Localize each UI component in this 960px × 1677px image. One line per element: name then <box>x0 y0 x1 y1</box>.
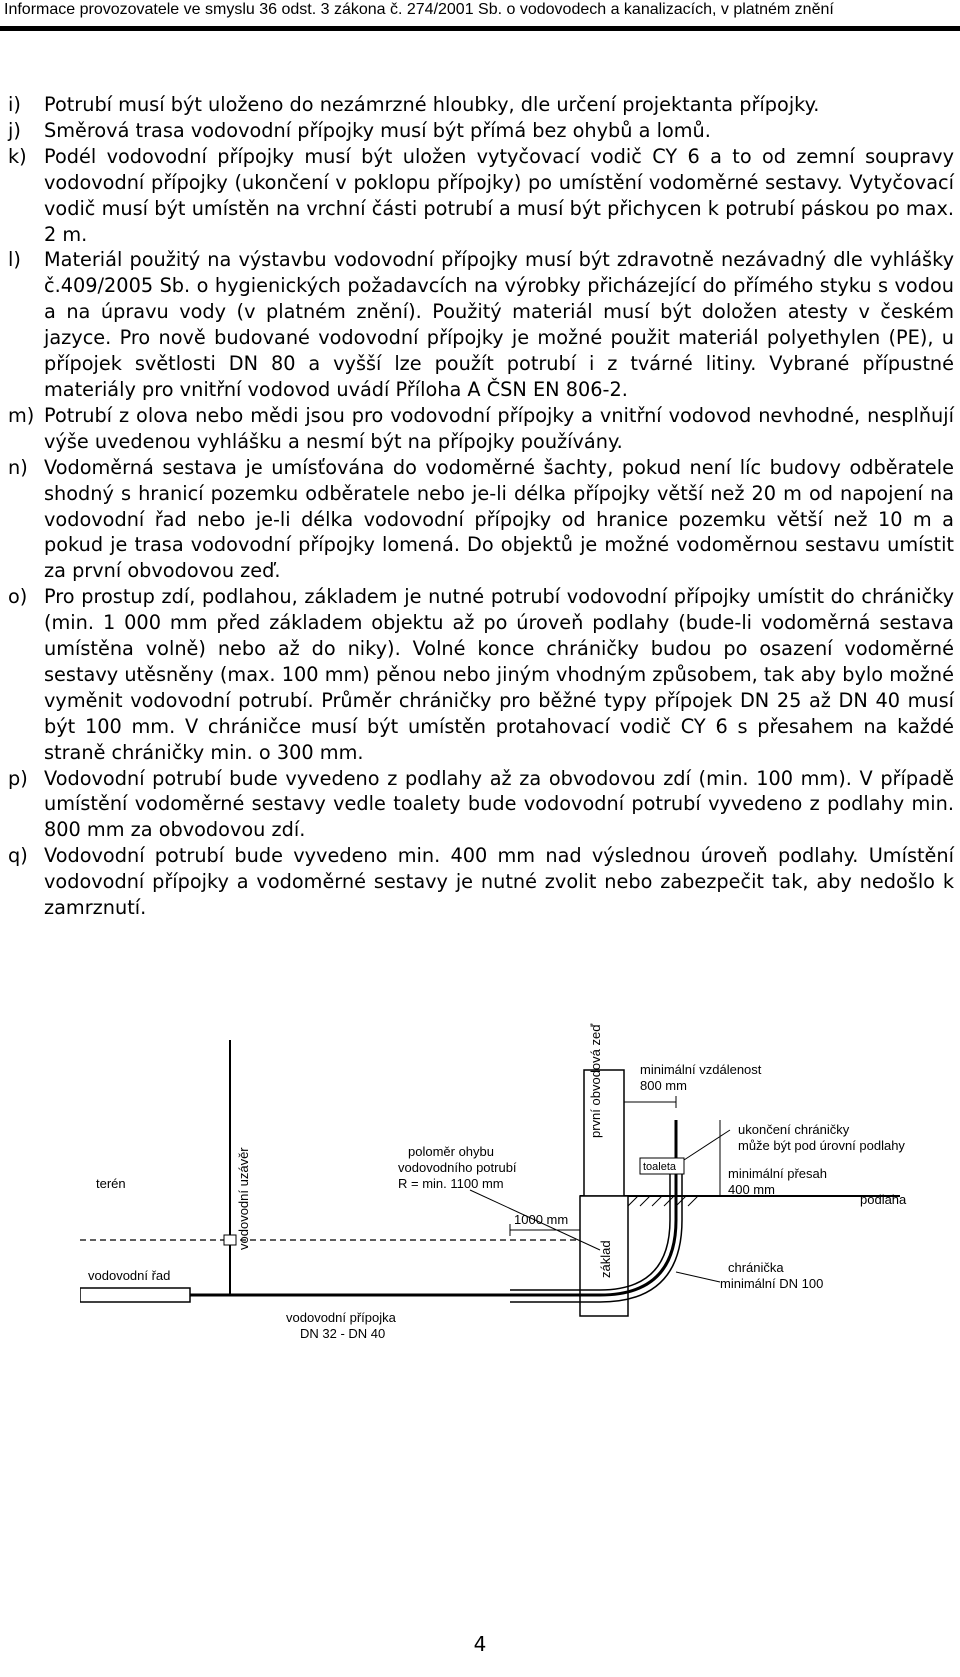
list-item <box>8 766 954 844</box>
list-item <box>8 403 954 455</box>
toilet-label: toaleta <box>643 1161 677 1173</box>
item-label: o) <box>8 585 28 609</box>
item-label: m) <box>8 403 35 427</box>
item-text: Potrubí musí být uloženo do nezámrzné hloubky, dle určení projektanta přípojky. <box>44 93 820 116</box>
overlap-value: 400 mm <box>728 1182 775 1197</box>
list-item <box>8 92 954 118</box>
bend-radius-label-2: vodovodního potrubí <box>398 1160 517 1175</box>
item-label: j) <box>8 118 21 142</box>
item-label: n) <box>8 455 28 479</box>
item-text: Směrová trasa vodovodní přípojky musí být přímá bez ohybů a lomů. <box>44 118 711 142</box>
foundation-label: základ <box>598 1240 613 1278</box>
page-number: 4 <box>473 1632 487 1656</box>
item-text: Podél vodovodní přípojky musí být uložen vytyčovací vodič CY 6 a to od zemní soupravy vodovodní přípojky (ukončení v poklopu přípojky) po umístění vodoměrné sestavy. Vytyčovací vodič musí být umístěn na vrchní části potrubí a musí být přichycen k potrubí páskou po max. 2 m. <box>44 144 954 246</box>
floor-label: podlaha <box>860 1192 907 1207</box>
item-label: i) <box>8 93 21 116</box>
list-item <box>8 247 954 402</box>
page-header <box>0 0 960 34</box>
item-label: k) <box>8 144 27 168</box>
item-label: p) <box>8 766 28 790</box>
item-text: Potrubí z olova nebo mědi jsou pro vodovodní přípojky a vnitřní vodovod nevhodné, nesplňují výše uvedenou vyhlášku a nesmí být na přípojky používány. <box>44 403 954 453</box>
list-item <box>8 584 954 765</box>
list-item <box>8 843 954 921</box>
valve-label: vodovodní uzávěr <box>236 1147 251 1250</box>
overlap-label: minimální přesah <box>728 1166 827 1181</box>
item-text: Pro prostup zdí, podlahou, základem je nutné potrubí vodovodní přípojky umístit do chráničky (min. 1 000 mm před základem objektu až po úroveň podlahy (bude-li vodoměrná sestava umístěna volně) nebo až do niky). Volné konce chráničky budou po osazení vodoměrné sestavy utěsněny (max. 100 mm) pěnou nebo jiným vhodným způsobem, tak aby bylo možné vyměnit vodovodní potrubí. Průměr chráničky pro běžné typy přípojek DN 25 až DN 40 musí být 100 mm. V chráničce musí být umístěn protahovací vodič CY 6 s přesahem na každé straně chráničky min. o 300 mm. <box>44 585 954 764</box>
service-pipe-label: vodovodní přípojka <box>286 1310 396 1325</box>
sleeve-label: chránička <box>728 1260 784 1275</box>
item-text: Vodovodní potrubí bude vyvedeno z podlahy až za obvodovou zdí (min. 100 mm). V případě umístění vodoměrné sestavy vedle toalety bude vodovodní potrubí vyvedeno z podlahy min. 800 mm za obvodovou zdí. <box>44 766 954 842</box>
dimension-1000-label: 1000 mm <box>514 1212 569 1227</box>
item-text: Materiál použitý na výstavbu vodovodní přípojky musí být zdravotně nezávadný dle vyhlášky č.409/2005 Sb. o hygienických požadavcích na výrobky přicházející do přímého styku s vodou a na úpravu vody (v platném znění). Použitý materiál musí být doložen atesty v českém jazyce. Pro nově budované vodovodní přípojky je možné použit materiál polyethylen (PE), u přípojek světlosti DN 80 a vyšší lze použít potrubí i z tvárné litiny. Vybrané přípustné materiály pro vnitřní vodovod uvádí Příloha A ČSN EN 806-2. <box>44 248 954 401</box>
header-title: Informace provozovatele ve smyslu 36 odst. 3 zákona č. 274/2001 Sb. o vodovodech a kanalizacích, v platném znění <box>4 1 834 18</box>
sleeve-end-note: může být pod úrovní podlahy <box>738 1138 905 1153</box>
min-distance-value: 800 mm <box>640 1078 687 1093</box>
list-item <box>8 144 954 248</box>
water-main-label: vodovodní řad <box>88 1268 171 1283</box>
list-item <box>8 455 954 585</box>
item-label: q) <box>8 844 28 868</box>
document-body <box>8 92 954 921</box>
service-pipe-size: DN 32 - DN 40 <box>300 1326 386 1341</box>
terrain-label: terén <box>96 1176 126 1191</box>
first-wall-label: první obvodová zeď <box>588 1023 603 1138</box>
water-main <box>80 1288 190 1302</box>
item-text: Vodoměrná sestava je umísťována do vodoměrné šachty, pokud není líc budovy odběratele shodný s hranicí pozemku odběratele nebo je-li délka přípojky větší než 20 m od napojení na vodovodní řad nebo je-li délka vodovodní přípojky od hranice pozemku větší než 10 m a pokud je trasa vodovodní přípojky lomená. Do objektů je možné vodoměrnou sestavu umístit za první obvodovou zeď. <box>44 455 954 583</box>
connection-diagram <box>80 1010 940 1410</box>
list-item <box>8 118 954 144</box>
sleeve-size-label: minimální DN 100 <box>720 1276 824 1291</box>
item-label: l) <box>8 248 21 272</box>
min-distance-label: minimální vzdálenost <box>640 1062 762 1077</box>
item-text: Vodovodní potrubí bude vyvedeno min. 400 mm nad výslednou úroveň podlahy. Umístění vodovodní přípojky a vodoměrné sestavy je nutné zvolit nebo zabezpečit tak, aby nedošlo k zamrznutí. <box>44 844 954 920</box>
bend-radius-label: poloměr ohybu <box>408 1144 494 1159</box>
sleeve-end-label: ukončení chráničky <box>738 1122 850 1137</box>
bend-radius-value: R = min. 1100 mm <box>398 1176 504 1191</box>
